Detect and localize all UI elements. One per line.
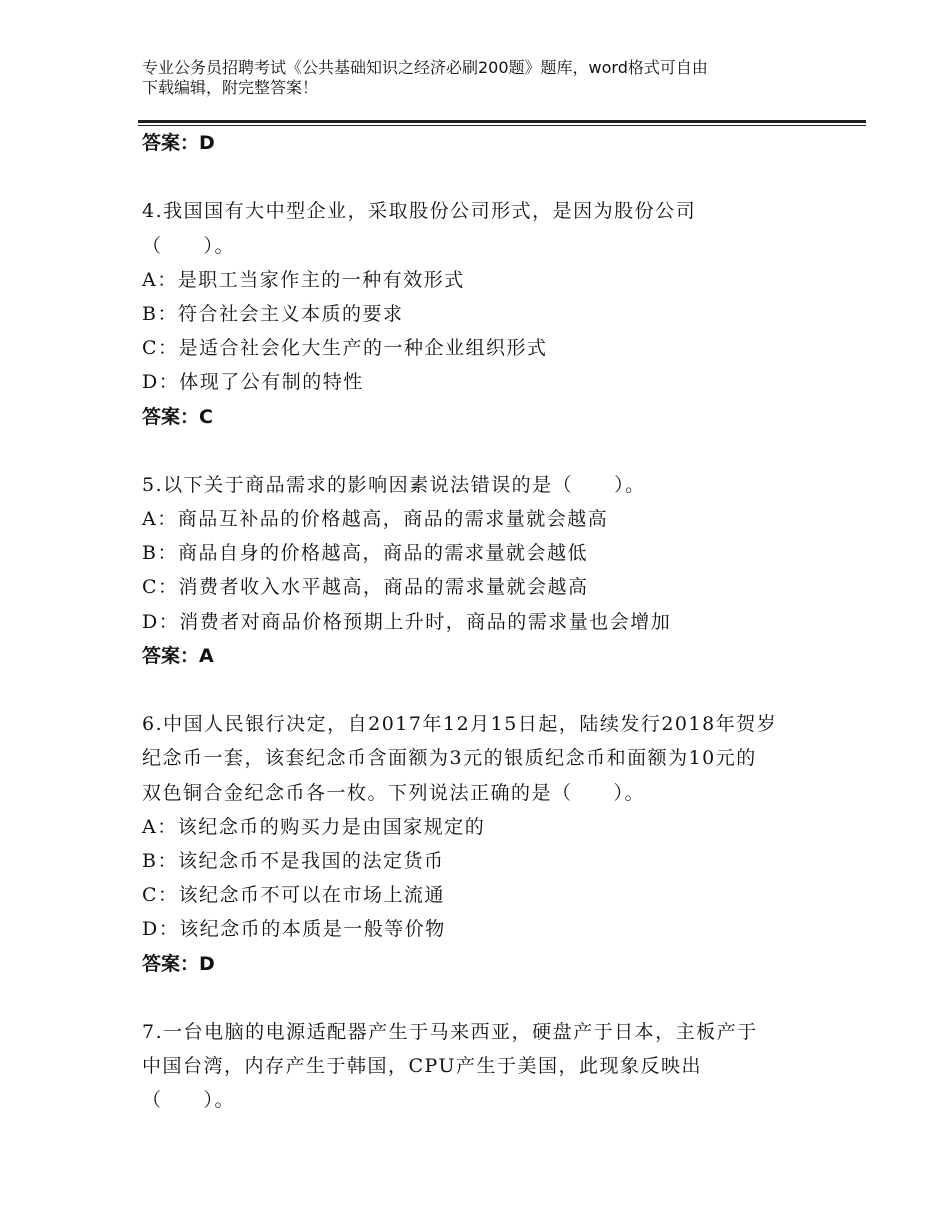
- option-d: D：消费者对商品价格预期上升时，商品的需求量也会增加: [142, 610, 672, 633]
- option-a: A：是职工当家作主的一种有效形式: [142, 268, 465, 291]
- header-line-2: 下载编辑，附完整答案！: [142, 78, 319, 97]
- question-stem-line: 6.中国人民银行决定，自2017年12月15日起，陆续发行2018年贺岁: [142, 713, 778, 736]
- question-stem-line: 中国台湾，内存产生于韩国，CPU产生于美国，此现象反映出: [142, 1055, 703, 1078]
- spacer: [142, 434, 842, 468]
- page-header: [142, 58, 822, 98]
- answer-label: 答案：A: [142, 644, 214, 667]
- header-line-1: 专业公务员招聘考试《公共基础知识之经济必刷200题》题库，word格式可自由: [142, 58, 708, 77]
- question-stem-line: 纪念币一套，该套纪念币含面额为3元的银质纪念币和面额为10元的: [142, 747, 757, 770]
- option-a: A：商品互补品的价格越高，商品的需求量就会越高: [142, 508, 609, 531]
- question-4: [142, 194, 842, 433]
- spacer: [142, 160, 842, 194]
- question-stem-line: 双色铜合金纪念币各一枚。下列说法正确的是（ ）。: [142, 781, 646, 804]
- option-a: A：该纪念币的购买力是由国家规定的: [142, 815, 486, 838]
- answer-label: 答案：C: [142, 405, 213, 428]
- question-stem-line: （ ）。: [142, 1089, 236, 1112]
- question-stem-line: （ ）。: [142, 234, 236, 257]
- answer-label: 答案：D: [142, 952, 215, 975]
- option-b: B：符合社会主义本质的要求: [142, 302, 404, 325]
- question-7: [142, 1015, 842, 1118]
- option-c: C：该纪念币不可以在市场上流通: [142, 884, 446, 907]
- option-d: D：该纪念币的本质是一般等价物: [142, 918, 446, 941]
- question-list: [142, 126, 842, 1117]
- previous-answer: 答案：D: [142, 132, 215, 154]
- option-c: C：是适合社会化大生产的一种企业组织形式: [142, 337, 548, 360]
- spacer: [142, 673, 842, 707]
- question-5: [142, 468, 842, 673]
- header-rule-thick: [138, 120, 866, 123]
- question-stem-line: 5.以下关于商品需求的影响因素说法错误的是（ ）。: [142, 473, 646, 496]
- question-stem-line: 4.我国国有大中型企业，采取股份公司形式，是因为股份公司: [142, 200, 697, 223]
- spacer: [142, 981, 842, 1015]
- option-b: B：商品自身的价格越高，商品的需求量就会越低: [142, 542, 588, 565]
- option-b: B：该纪念币不是我国的法定货币: [142, 849, 445, 872]
- question-6: [142, 707, 842, 981]
- question-stem-line: 7.一台电脑的电源适配器产生于马来西亚，硬盘产于日本，主板产于: [142, 1020, 758, 1043]
- option-d: D：体现了公有制的特性: [142, 371, 364, 394]
- option-c: C：消费者收入水平越高，商品的需求量就会越高: [142, 576, 589, 599]
